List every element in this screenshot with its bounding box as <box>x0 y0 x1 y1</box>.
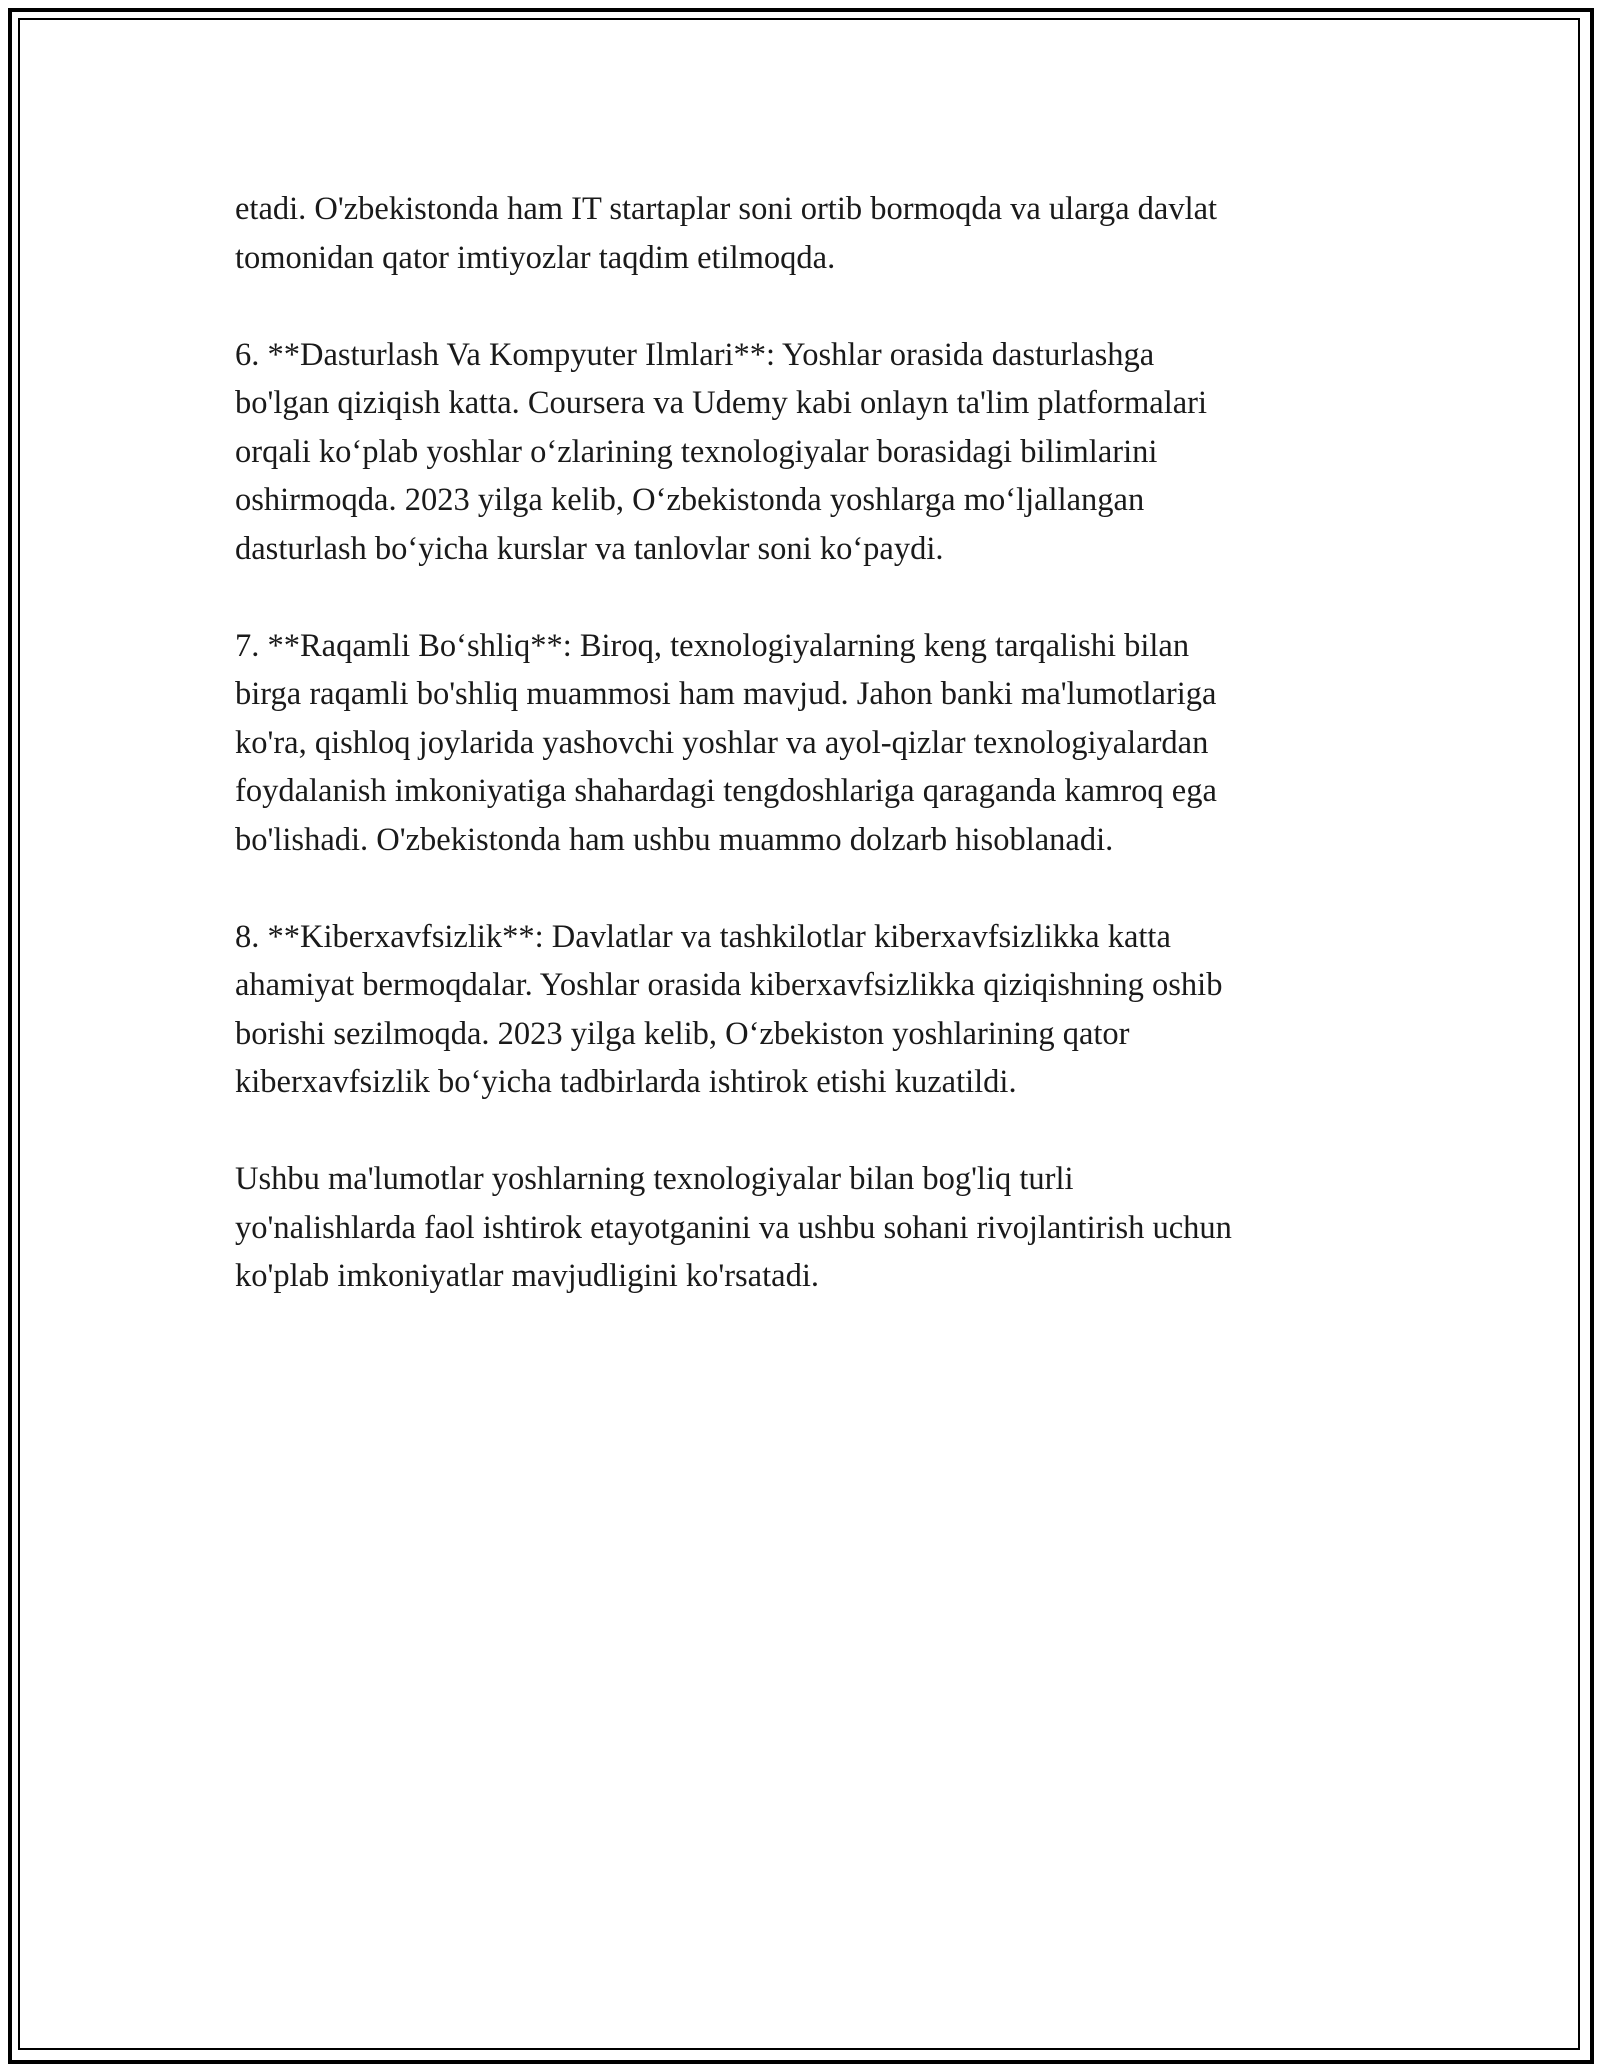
text-line: ko'ra, qishloq joylarida yashovchi yoshlar va ayol-qizlar texnologiyalardan <box>235 724 1209 761</box>
paragraph-item-6 <box>235 331 1395 574</box>
paragraph-conclusion <box>235 1155 1395 1301</box>
text-line: 6. **Dasturlash Va Kompyuter Ilmlari**: Yoshlar orasida dasturlashga <box>235 336 1155 373</box>
text-line: 8. **Kiberxavfsizlik**: Davlatlar va tashkilotlar kiberxavfsizlikka katta <box>235 918 1171 955</box>
text-line: 7. **Raqamli Boʻshliq**: Biroq, texnologiyalarning keng tarqalishi bilan <box>235 627 1190 664</box>
text-line: ko'plab imkoniyatlar mavjudligini ko'rsatadi. <box>235 1258 819 1294</box>
text-line: etadi. O'zbekistonda ham IT startaplar soni ortib bormoqda va ularga davlat <box>235 191 1218 227</box>
text-line: bo'lgan qiziqish katta. Coursera va Udemy kabi onlayn ta'lim platformalari <box>235 385 1208 421</box>
paragraph-item-8 <box>235 913 1395 1107</box>
text-line: foydalanish imkoniyatiga shahardagi tengdoshlariga qaraganda kamroq ega <box>235 773 1217 809</box>
document-body <box>235 185 1395 1349</box>
paragraph-intro-continuation <box>235 185 1395 282</box>
text-line: borishi sezilmoqda. 2023 yilga kelib, Oʻzbekiston yoshlarining qator <box>235 1015 1130 1052</box>
text-line: tomonidan qator imtiyozlar taqdim etilmoqda. <box>235 239 836 276</box>
text-line: bo'lishadi. O'zbekistonda ham ushbu muammo dolzarb hisoblanadi. <box>235 821 1114 858</box>
text-line: dasturlash boʻyicha kurslar va tanlovlar soni koʻpaydi. <box>235 530 944 567</box>
text-line: kiberxavfsizlik boʻyicha tadbirlarda ishtirok etishi kuzatildi. <box>235 1064 1017 1100</box>
text-line: ahamiyat bermoqdalar. Yoshlar orasida kiberxavfsizlikka qiziqishning oshib <box>235 967 1223 1003</box>
paragraph-item-7 <box>235 622 1395 865</box>
text-line: yo'nalishlarda faol ishtirok etayotganini va ushbu sohani rivojlantirish uchun <box>235 1209 1232 1246</box>
text-line: oshirmoqda. 2023 yilga kelib, Oʻzbekistonda yoshlarga moʻljallangan <box>235 482 1145 518</box>
text-line: birga raqamli bo'shliq muammosi ham mavjud. Jahon banki ma'lumotlariga <box>235 676 1217 712</box>
text-line: Ushbu ma'lumotlar yoshlarning texnologiyalar bilan bog'liq turli <box>235 1161 1074 1197</box>
text-line: orqali koʻplab yoshlar oʻzlarining texnologiyalar borasidagi bilimlarini <box>235 433 1158 470</box>
